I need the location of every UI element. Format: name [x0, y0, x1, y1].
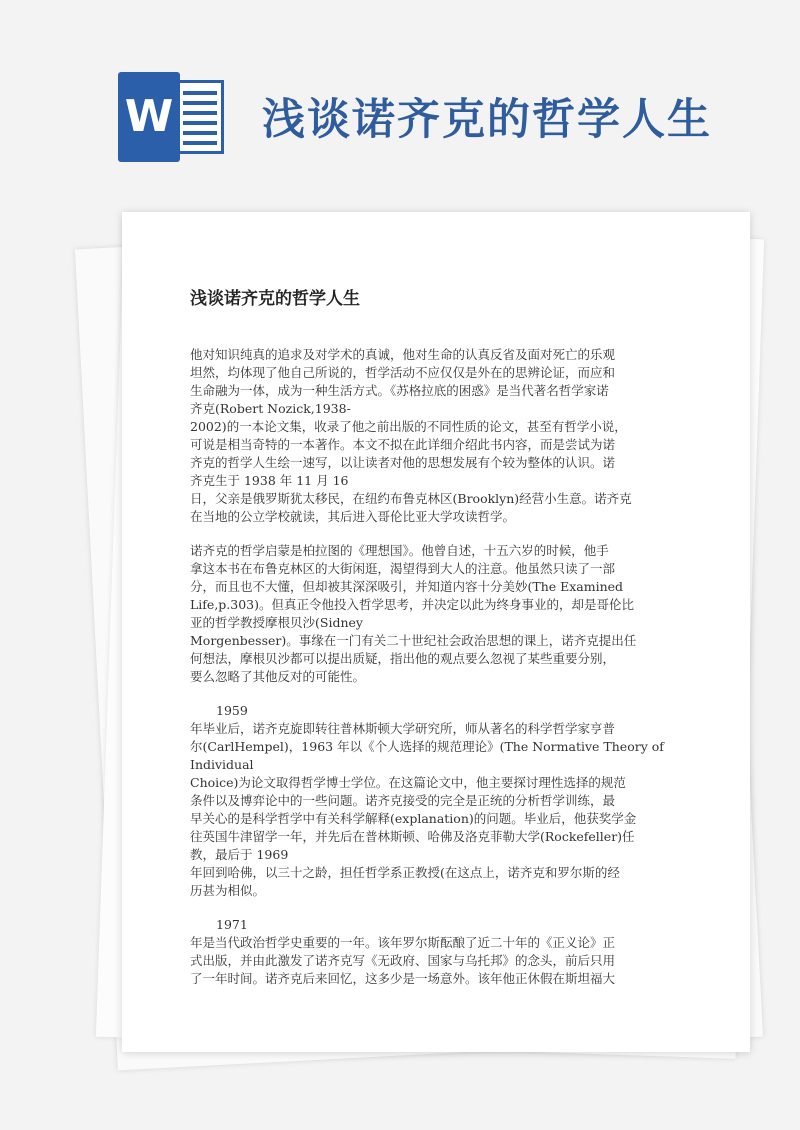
text-line: 了一年时间。诺齐克后来回忆，这多少是一场意外。该年他正休假在斯坦福大: [190, 971, 616, 986]
text-line: 齐克(Robert Nozick,1938-: [190, 401, 351, 416]
text-line: 往英国牛津留学一年，并先后在普林斯顿、哈佛及洛克菲勒大学(Rockefeller)任: [190, 829, 635, 844]
text-line: 式出版，并由此激发了诺齐克写《无政府、国家与乌托邦》的念头，前后只用: [190, 953, 616, 968]
text-line: 尔(CarlHempel)，1963 年以《个人选择的规范理论》(The Normative Theory of: [190, 739, 664, 754]
page-header: [0, 0, 800, 200]
text-line: Individual: [190, 757, 254, 772]
text-line: 亚的哲学教授摩根贝沙(Sidney: [190, 615, 363, 630]
text-line: 何想法，摩根贝沙都可以提出质疑，指出他的观点要么忽视了某些重要分别，: [190, 651, 616, 666]
word-logo-letter: W: [118, 72, 180, 162]
text-line: 年回到哈佛，以三十之龄，担任哲学系正教授(在这点上，诺齐克和罗尔斯的经: [190, 865, 620, 880]
text-line: 分，而且也不大懂，但却被其深深吸引，并知道内容十分美妙(The Examined: [190, 579, 624, 594]
text-line: 在当地的公立学校就读，其后进入哥伦比亚大学攻读哲学。: [190, 509, 516, 524]
paragraph: [190, 916, 640, 988]
text-line: 要么忽略了其他反对的可能性。: [190, 669, 366, 684]
text-line: 生命融为一体，成为一种生活方式。《苏格拉底的困惑》是当代著名哲学家诺: [190, 383, 609, 398]
text-line: 早关心的是科学哲学中有关科学解释(explanation)的问题。毕业后，他获奖学金: [190, 811, 637, 826]
text-line: 年是当代政治哲学史重要的一年。该年罗尔斯酝酿了近二十年的《正义论》正: [190, 935, 616, 950]
text-line: 齐克的哲学人生绘一速写，以让读者对他的思想发展有个较为整体的认识。诺: [190, 455, 616, 470]
paragraph: [190, 346, 640, 526]
text-line: 1959: [216, 703, 248, 718]
text-line: 坦然，均体现了他自己所说的，哲学活动不应仅仅是外在的思辨论证，而应和: [190, 365, 616, 380]
text-line: 诺齐克的哲学启蒙是柏拉图的《理想国》。他曾自述，十五六岁的时候，他手: [190, 543, 609, 558]
text-line: 拿这本书在布鲁克林区的大街闲逛，渴望得到大人的注意。他虽然只读了一部: [190, 561, 616, 576]
text-line: 他对知识纯真的追求及对学术的真诚，他对生命的认真反省及面对死亡的乐观: [190, 347, 616, 362]
text-line: 历甚为相似。: [190, 883, 266, 898]
text-line: 年毕业后，诺齐克旋即转往普林斯顿大学研究所，师从著名的科学哲学家亨普: [190, 721, 616, 736]
text-line: Choice)为论文取得哲学博士学位。在这篇论文中，他主要探讨理性选择的规范: [190, 775, 626, 790]
document-title: 浅谈诺齐克的哲学人生: [190, 289, 360, 309]
text-line: Morgenbesser)。事缘在一门有关二十世纪社会政治思想的课上，诺齐克提出任: [190, 633, 637, 648]
banner-title: 浅谈诺齐克的哲学人生: [262, 95, 712, 145]
text-line: 1971: [216, 917, 248, 932]
text-line: Life,p.303)。但真正令他投入哲学思考，并决定以此为终身事业的，却是哥伦比: [190, 597, 635, 612]
text-line: 条件以及博弈论中的一些问题。诺齐克接受的完全是正统的分析哲学训练，最: [190, 793, 616, 808]
text-line: 可说是相当奇特的一本著作。本文不拟在此详细介绍此书内容，而是尝试为诺: [190, 437, 616, 452]
paragraph: [190, 542, 640, 686]
document-page: [122, 212, 750, 1052]
paragraph: [190, 702, 664, 900]
text-line: 日，父亲是俄罗斯犹太移民，在纽约布鲁克林区(Brooklyn)经营小生意。诺齐克: [190, 491, 632, 506]
text-line: 2002)的一本论文集，收录了他之前出版的不同性质的论文，甚至有哲学小说，: [190, 419, 627, 434]
text-line: 教，最后于 1969: [190, 847, 289, 862]
text-line: 齐克生于 1938 年 11 月 16: [190, 473, 349, 488]
word-document-icon: [118, 72, 226, 162]
document-body: [190, 346, 664, 1004]
